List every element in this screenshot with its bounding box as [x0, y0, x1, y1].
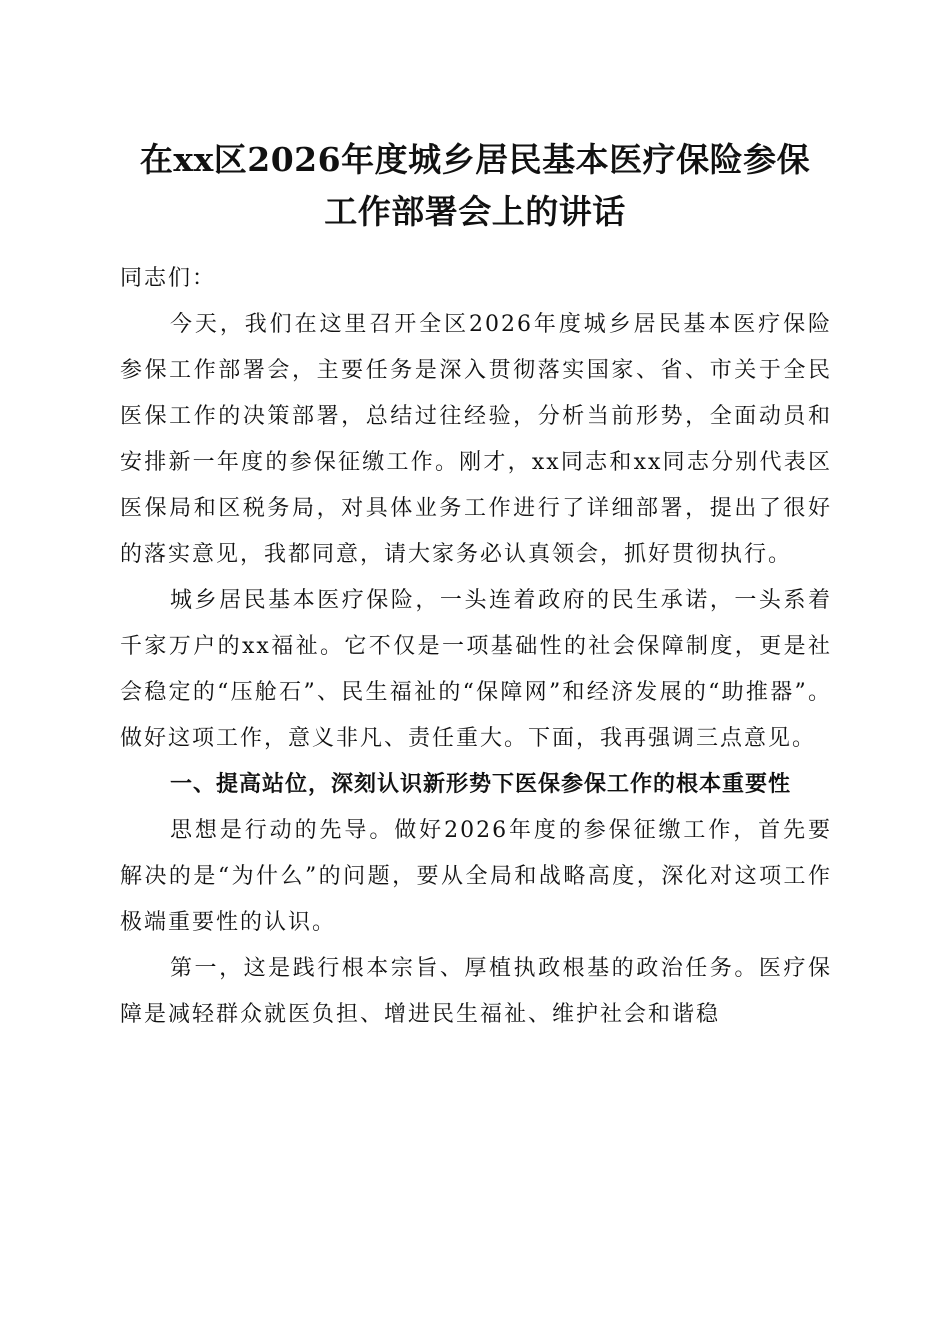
paragraph-significance: 城乡居民基本医疗保险，一头连着政府的民生承诺，一头系着千家万户的xx福祉。它不仅是一项基础性的社会保障制度，更是社会稳定的“压舱石”、民生福祉的“保障网”和经济发展的“助推器”。做好这项工作，意义非凡、责任重大。下面，我再强调三点意见。 [120, 588, 832, 751]
salutation: 同志们： [120, 266, 217, 291]
paragraph-intro: 今天，我们在这里召开全区2026年度城乡居民基本医疗保险参保工作部署会，主要任务是深入贯彻落实国家、省、市关于全民医保工作的决策部署，总结过往经验，分析当前形势，全面动员和安排新一年度的参保征缴工作。刚才，xx同志和xx同志分别代表区医保局和区税务局，对具体业务工作进行了详细部署，提出了很好的落实意见，我都同意，请大家务必认真领会，抓好贯彻执行。 [120, 312, 832, 567]
paragraph-section1-first-point: 第一，这是践行根本宗旨、厚植执政根基的政治任务。医疗保障是减轻群众就医负担、增进民生福祉、维护社会和谐稳 [120, 956, 832, 1027]
title-line-2: 工作部署会上的讲话 [324, 192, 626, 231]
title-line-1: 在xx区2026年度城乡居民基本医疗保险参保 [139, 140, 811, 179]
document-body [120, 256, 832, 1038]
section-heading-1: 一、提高站位，深刻认识新形势下医保参保工作的根本重要性 [170, 772, 792, 797]
paragraph-section1-lead: 思想是行动的先导。做好2026年度的参保征缴工作，首先要解决的是“为什么”的问题，要从全局和战略高度，深化对这项工作极端重要性的认识。 [120, 818, 832, 935]
document-title [100, 134, 850, 238]
